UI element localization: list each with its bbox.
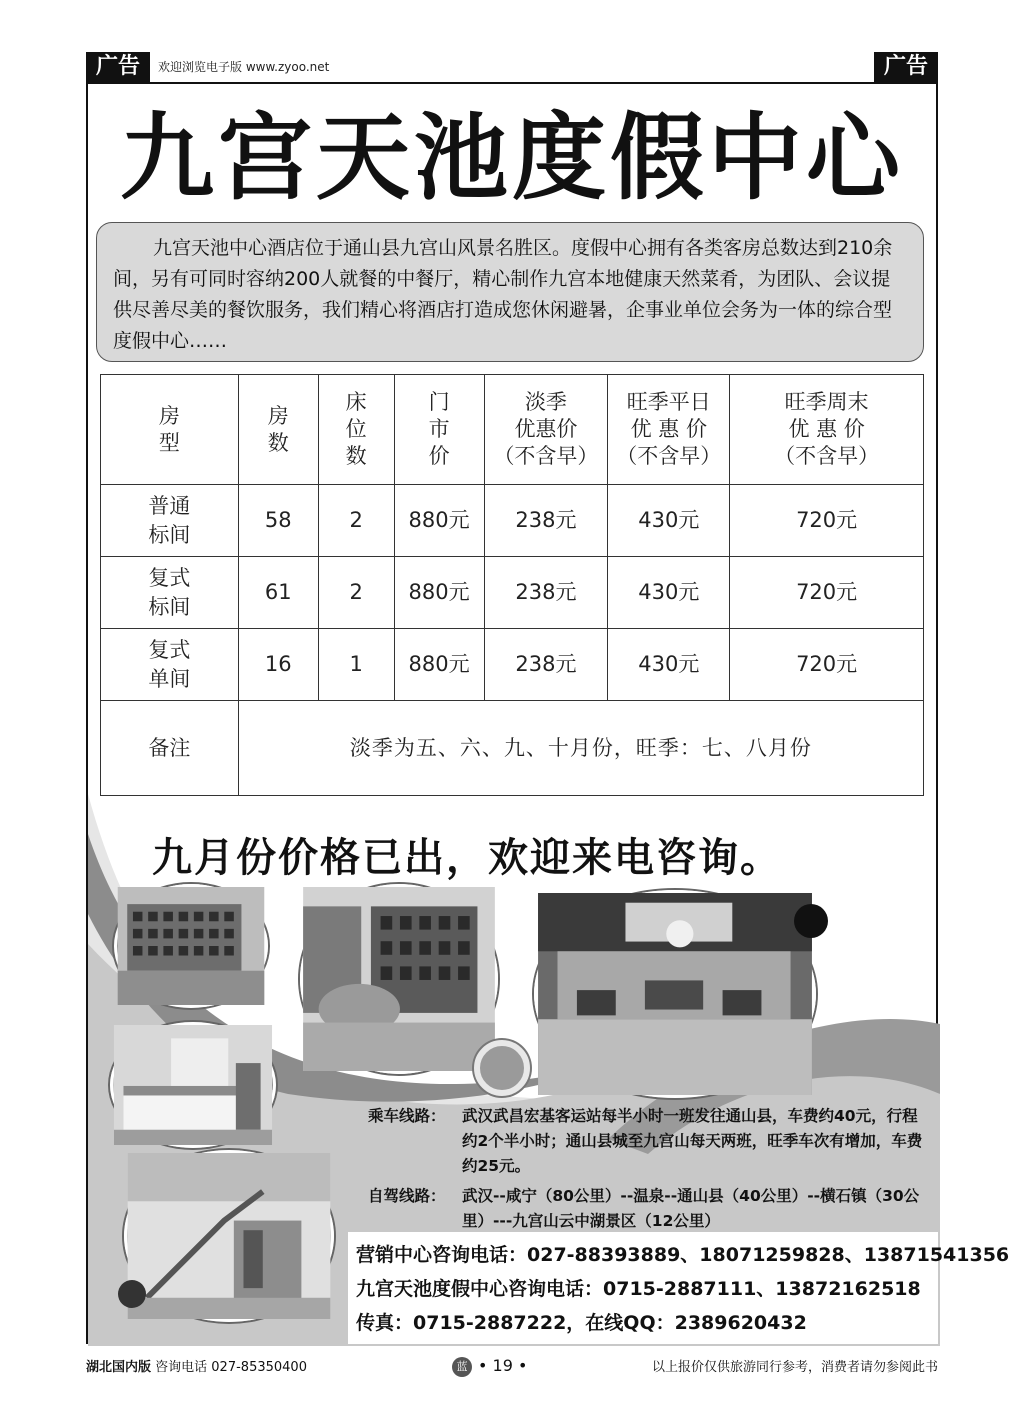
off-season-cell: 238元 xyxy=(484,629,608,701)
page-title: 九宫天池度假中心 xyxy=(119,103,904,213)
hotel-exterior-photo xyxy=(114,884,268,1008)
bed-count-cell: 2 xyxy=(318,485,394,557)
note-row xyxy=(101,701,924,796)
table-row xyxy=(101,557,924,629)
contact-panel xyxy=(348,1232,1009,1344)
ad-tag-right: 广告 xyxy=(874,52,938,82)
header-rack-rate: 门 市 价 xyxy=(394,375,484,485)
hotel-entrance-photo xyxy=(300,884,498,1074)
rack-rate-cell: 880元 xyxy=(394,629,484,701)
bed-count-cell: 1 xyxy=(318,629,394,701)
header-room-count: 房 数 xyxy=(238,375,318,485)
table-row xyxy=(101,629,924,701)
ad-frame xyxy=(86,82,1009,1344)
footer-edition xyxy=(86,1356,307,1375)
drive-route-text: 武汉--咸宁（80公里）--温泉--通山县（40公里）--横石镇（30公里）---九宫山云中湖景区（12公里） xyxy=(462,1187,920,1230)
drive-route xyxy=(368,1184,928,1234)
room-type-cell: 普通 标间 xyxy=(101,485,239,557)
footer-disclaimer: 以上报价仅供旅游同行参考，消费者请勿参阅此书 xyxy=(651,1360,938,1375)
peak-weekend-cell: 720元 xyxy=(730,485,924,557)
decor-dot-large xyxy=(794,904,828,938)
room-count-cell: 16 xyxy=(238,629,318,701)
drive-route-label: 自驾线路： xyxy=(368,1187,446,1205)
duplex-room-photo xyxy=(124,1150,334,1322)
rack-rate-cell: 880元 xyxy=(394,485,484,557)
edition-label: 湖北国内版 xyxy=(86,1360,152,1375)
bed-count-cell: 2 xyxy=(318,557,394,629)
table-row xyxy=(101,485,924,557)
hotel-lobby-photo xyxy=(534,890,816,1098)
page-badge-icon: 蓝 xyxy=(452,1357,472,1377)
bus-route-label: 乘车线路： xyxy=(368,1107,446,1125)
header-bed-count: 床 位 数 xyxy=(318,375,394,485)
footer-phone: 咨询电话 027-85350400 xyxy=(155,1360,307,1375)
header-room-type: 房 型 xyxy=(101,375,239,485)
bus-route xyxy=(368,1104,928,1179)
peak-weekday-cell: 430元 xyxy=(608,485,730,557)
room-type-cell: 复式 单间 xyxy=(101,629,239,701)
peak-weekend-cell: 720元 xyxy=(730,629,924,701)
peak-weekday-cell: 430元 xyxy=(608,557,730,629)
note-text: 淡季为五、六、九、十月份，旺季：七、八月份 xyxy=(238,701,923,796)
site-url-text: 欢迎浏览电子版 www.zyoo.net xyxy=(158,60,330,74)
room-count-cell: 61 xyxy=(238,557,318,629)
intro-panel: 九宫天池中心酒店位于通山县九宫山风景名胜区。度假中心拥有各类客房总数达到210余间，另有可同时容纳200人就餐的中餐厅，精心制作九宫本地健康天然菜肴，为团队、会议提供尽善尽美的餐饮服务，我们精心将酒店打造成您休闲避暑，企事业单位会务为一体的综合型度假中心…… xyxy=(96,222,924,362)
rack-rate-cell: 880元 xyxy=(394,557,484,629)
resort-phone: 九宫天池度假中心咨询电话：0715-2887111、13872162518 xyxy=(356,1278,921,1300)
ad-tag-left: 广告 xyxy=(86,52,150,82)
header-peak-weekday: 旺季平日 优 惠 价 （不含早） xyxy=(608,375,730,485)
sales-phone: 营销中心咨询电话：027-88393889、18071259828、13871541356 xyxy=(356,1244,1009,1266)
page-number xyxy=(452,1356,527,1377)
fax-qq: 传真：0715-2887222，在线QQ：2389620432 xyxy=(356,1312,807,1334)
off-season-cell: 238元 xyxy=(484,485,608,557)
page-number-text: • 19 • xyxy=(478,1356,528,1375)
peak-weekend-cell: 720元 xyxy=(730,557,924,629)
room-count-cell: 58 xyxy=(238,485,318,557)
off-season-cell: 238元 xyxy=(484,557,608,629)
bus-route-text: 武汉武昌宏基客运站每半小时一班发往通山县，车费约40元，行程约2个半小时；通山县城至九宫山每天两班，旺季车次有增加，车费约25元。 xyxy=(462,1107,923,1175)
room-type-cell: 复式 标间 xyxy=(101,557,239,629)
guest-room-photo xyxy=(110,1022,276,1148)
peak-weekday-cell: 430元 xyxy=(608,629,730,701)
rate-table xyxy=(100,374,924,796)
note-label: 备注 xyxy=(101,701,239,796)
header-peak-weekend: 旺季周末 优 惠 价 （不含早） xyxy=(730,375,924,485)
header-off-season: 淡季 优惠价 （不含早） xyxy=(484,375,608,485)
decor-dot-small xyxy=(118,1280,146,1308)
slogan: 九月份价格已出，欢迎来电咨询。 xyxy=(152,835,782,881)
decor-ring xyxy=(474,1040,530,1096)
table-header-row xyxy=(101,375,924,485)
